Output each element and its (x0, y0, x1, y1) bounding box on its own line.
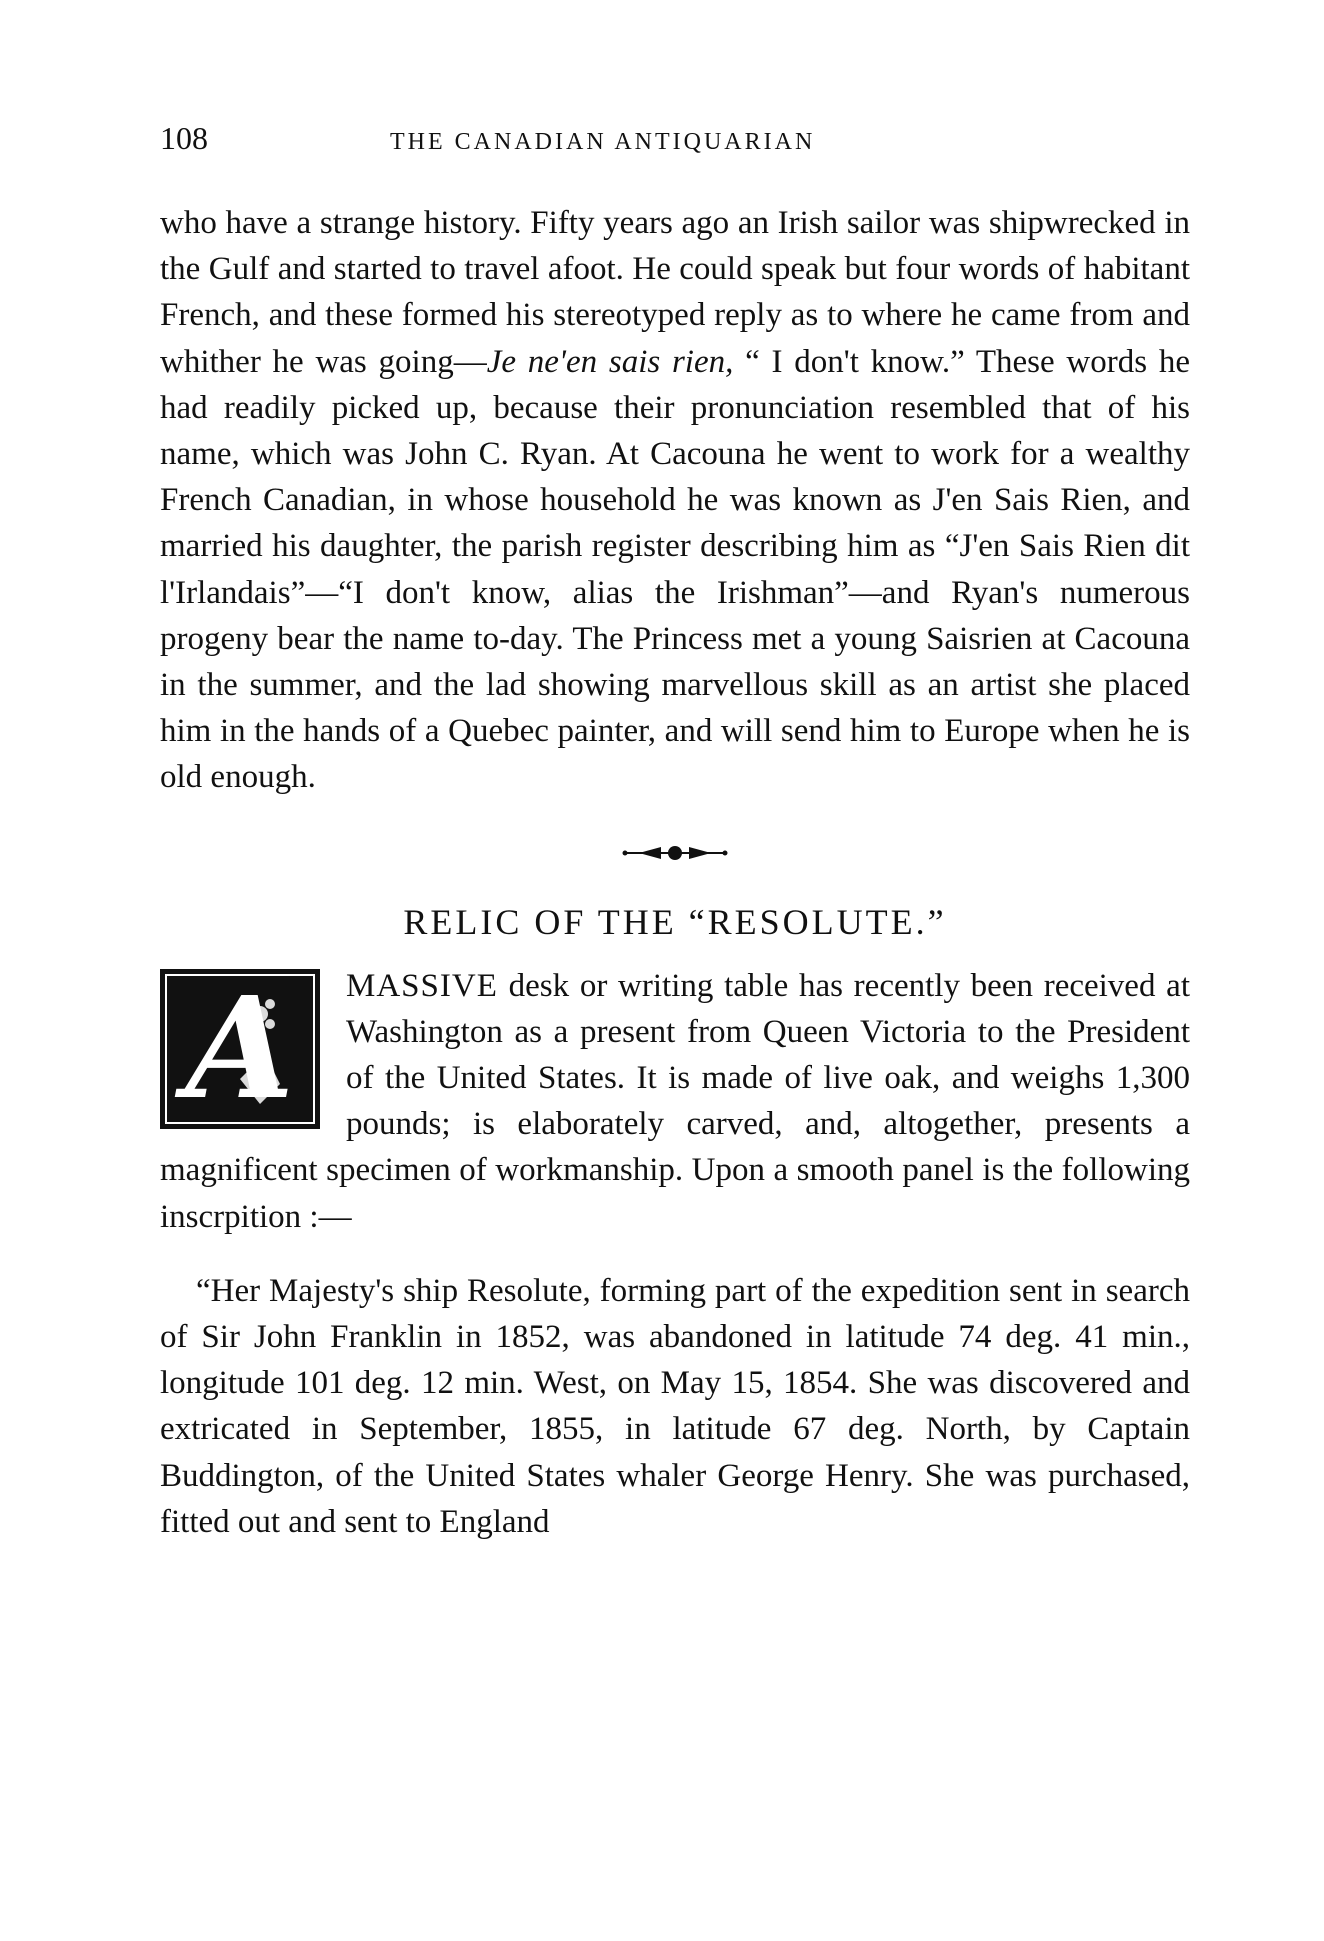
section-first-word: MASSIVE (346, 967, 498, 1004)
drop-cap-letter: A (185, 966, 295, 1131)
running-title: THE CANADIAN ANTIQUARIAN (390, 129, 816, 155)
inscription-quote: “Her Majesty's ship Resolute, forming part of the expedition sent in search of Sir John Franklin in 1852, was abandoned in latitude 74 deg. 41 min., longitude 101 deg. 12 min. West, on May 15, 1854. She was discovered and extricated in September, 1855, in latitude 67 deg. North, by Captain Buddington, of the United States whaler George Henry. She was purchased, fitted out and sent to England (160, 1272, 1190, 1540)
page-number: 108 (160, 120, 208, 156)
section-title: RELIC OF THE “RESOLUTE.” (403, 901, 947, 942)
continued-paragraph-rest: “ I don't know.” These words he had readily picked up, because their pronunciation resembled that of his name, which was John C. Ryan. At Cacouna he went to work for a wealthy French Canadian, in whose household he was known as J'en Sais Rien, and married his daughter, the parish register describing him as “J'en Sais Rien dit l'Irlandais”—“I don't know, alias the Irishman”—and Ryan's numerous progeny bear the name to-day. The Princess met a young Saisrien at Cacouna in the summer, and the lad showing marvellous skill as an artist she placed him in the hands of a Quebec painter, and will send him to Europe when he is old enough. (160, 343, 1190, 796)
running-head (160, 120, 1190, 160)
continued-paragraph (160, 200, 1190, 801)
ornament-rule-icon (160, 843, 1190, 863)
continued-paragraph-text: who have a strange history. Fifty years ago an Irish sailor was shipwrecked in the Gulf and started to travel afoot. He could speak but four words of habitant French, and these formed his stereotyped reply as to where he came from and whither he was going— (160, 205, 1190, 380)
section-paragraph-text: desk or writing table has recently been received at Washington as a present from Queen Victoria to the President of the United States. It is made of live oak, and weighs 1,300 pounds; is elaborately carved, and, altogether, presents a magnificent specimen of workmanship. Upon a smooth panel is the following inscrpition :— (160, 967, 1190, 1235)
drop-cap-ornament (160, 966, 320, 1131)
french-phrase: Je ne'en sais rien, (486, 343, 734, 380)
section-body (160, 963, 1190, 1545)
page (160, 120, 1190, 1545)
